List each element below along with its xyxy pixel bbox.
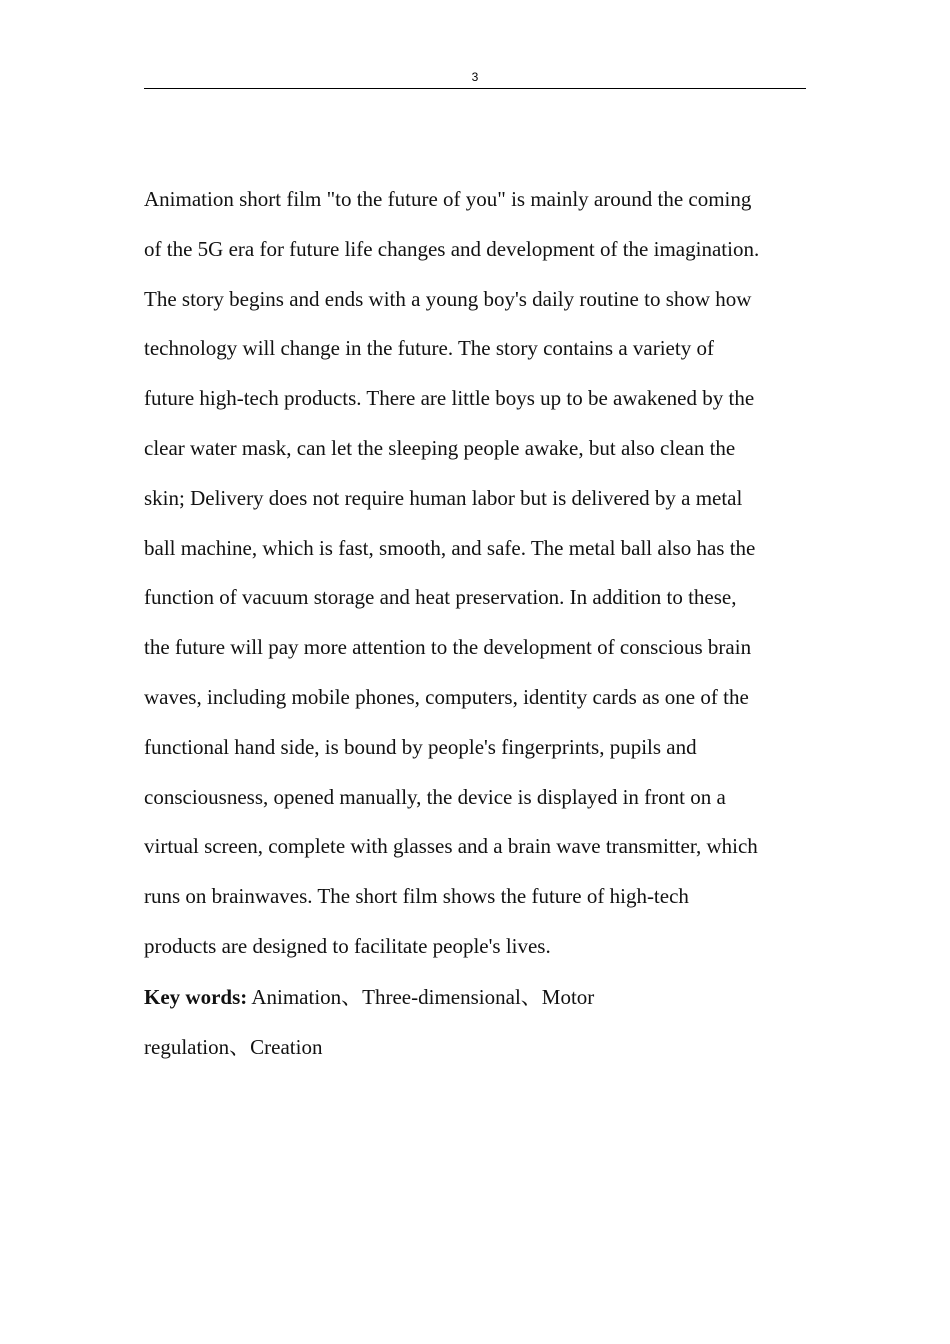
abstract-line: functional hand side, is bound by people's fingerprints, pupils and [144, 734, 697, 759]
abstract-line: skin; Delivery does not require human labor but is delivered by a metal [144, 485, 743, 510]
abstract-line: technology will change in the future. The story contains a variety of [144, 336, 714, 361]
abstract-line: Animation short film "to the future of you" is mainly around the coming [144, 187, 752, 211]
keywords-line [144, 973, 806, 1023]
abstract-line: virtual screen, complete with glasses and a brain wave transmitter, which [144, 834, 758, 859]
abstract-line: products are designed to facilitate people's lives. [144, 933, 551, 958]
abstract-line: future high-tech products. There are little boys up to be awakened by the [144, 386, 755, 411]
keywords-list: Animation、Three-dimensional、Motor [247, 985, 595, 1009]
abstract-line: function of vacuum storage and heat preservation. In addition to these, [144, 585, 737, 610]
page-number: 3 [471, 70, 479, 84]
abstract-line: The story begins and ends with a young boy's daily routine to show how [144, 286, 752, 311]
abstract-line: ball machine, which is fast, smooth, and safe. The metal ball also has the [144, 535, 756, 560]
abstract-line: the future will pay more attention to the development of conscious brain [144, 635, 752, 660]
abstract-line: runs on brainwaves. The short film shows the future of high-tech [144, 884, 689, 909]
page-header [144, 68, 806, 89]
abstract-line: waves, including mobile phones, computers, identity cards as one of the [144, 684, 749, 709]
abstract-line: consciousness, opened manually, the device is displayed in front on a [144, 784, 726, 809]
keywords-line-continued: regulation、Creation [144, 1034, 323, 1059]
keywords-section [144, 973, 806, 1073]
abstract-line: of the 5G era for future life changes and development of the imagination. [144, 236, 760, 261]
abstract-paragraph [144, 175, 806, 972]
abstract-line: clear water mask, can let the sleeping people awake, but also clean the [144, 435, 736, 460]
keywords-label: Key words: [144, 985, 248, 1009]
